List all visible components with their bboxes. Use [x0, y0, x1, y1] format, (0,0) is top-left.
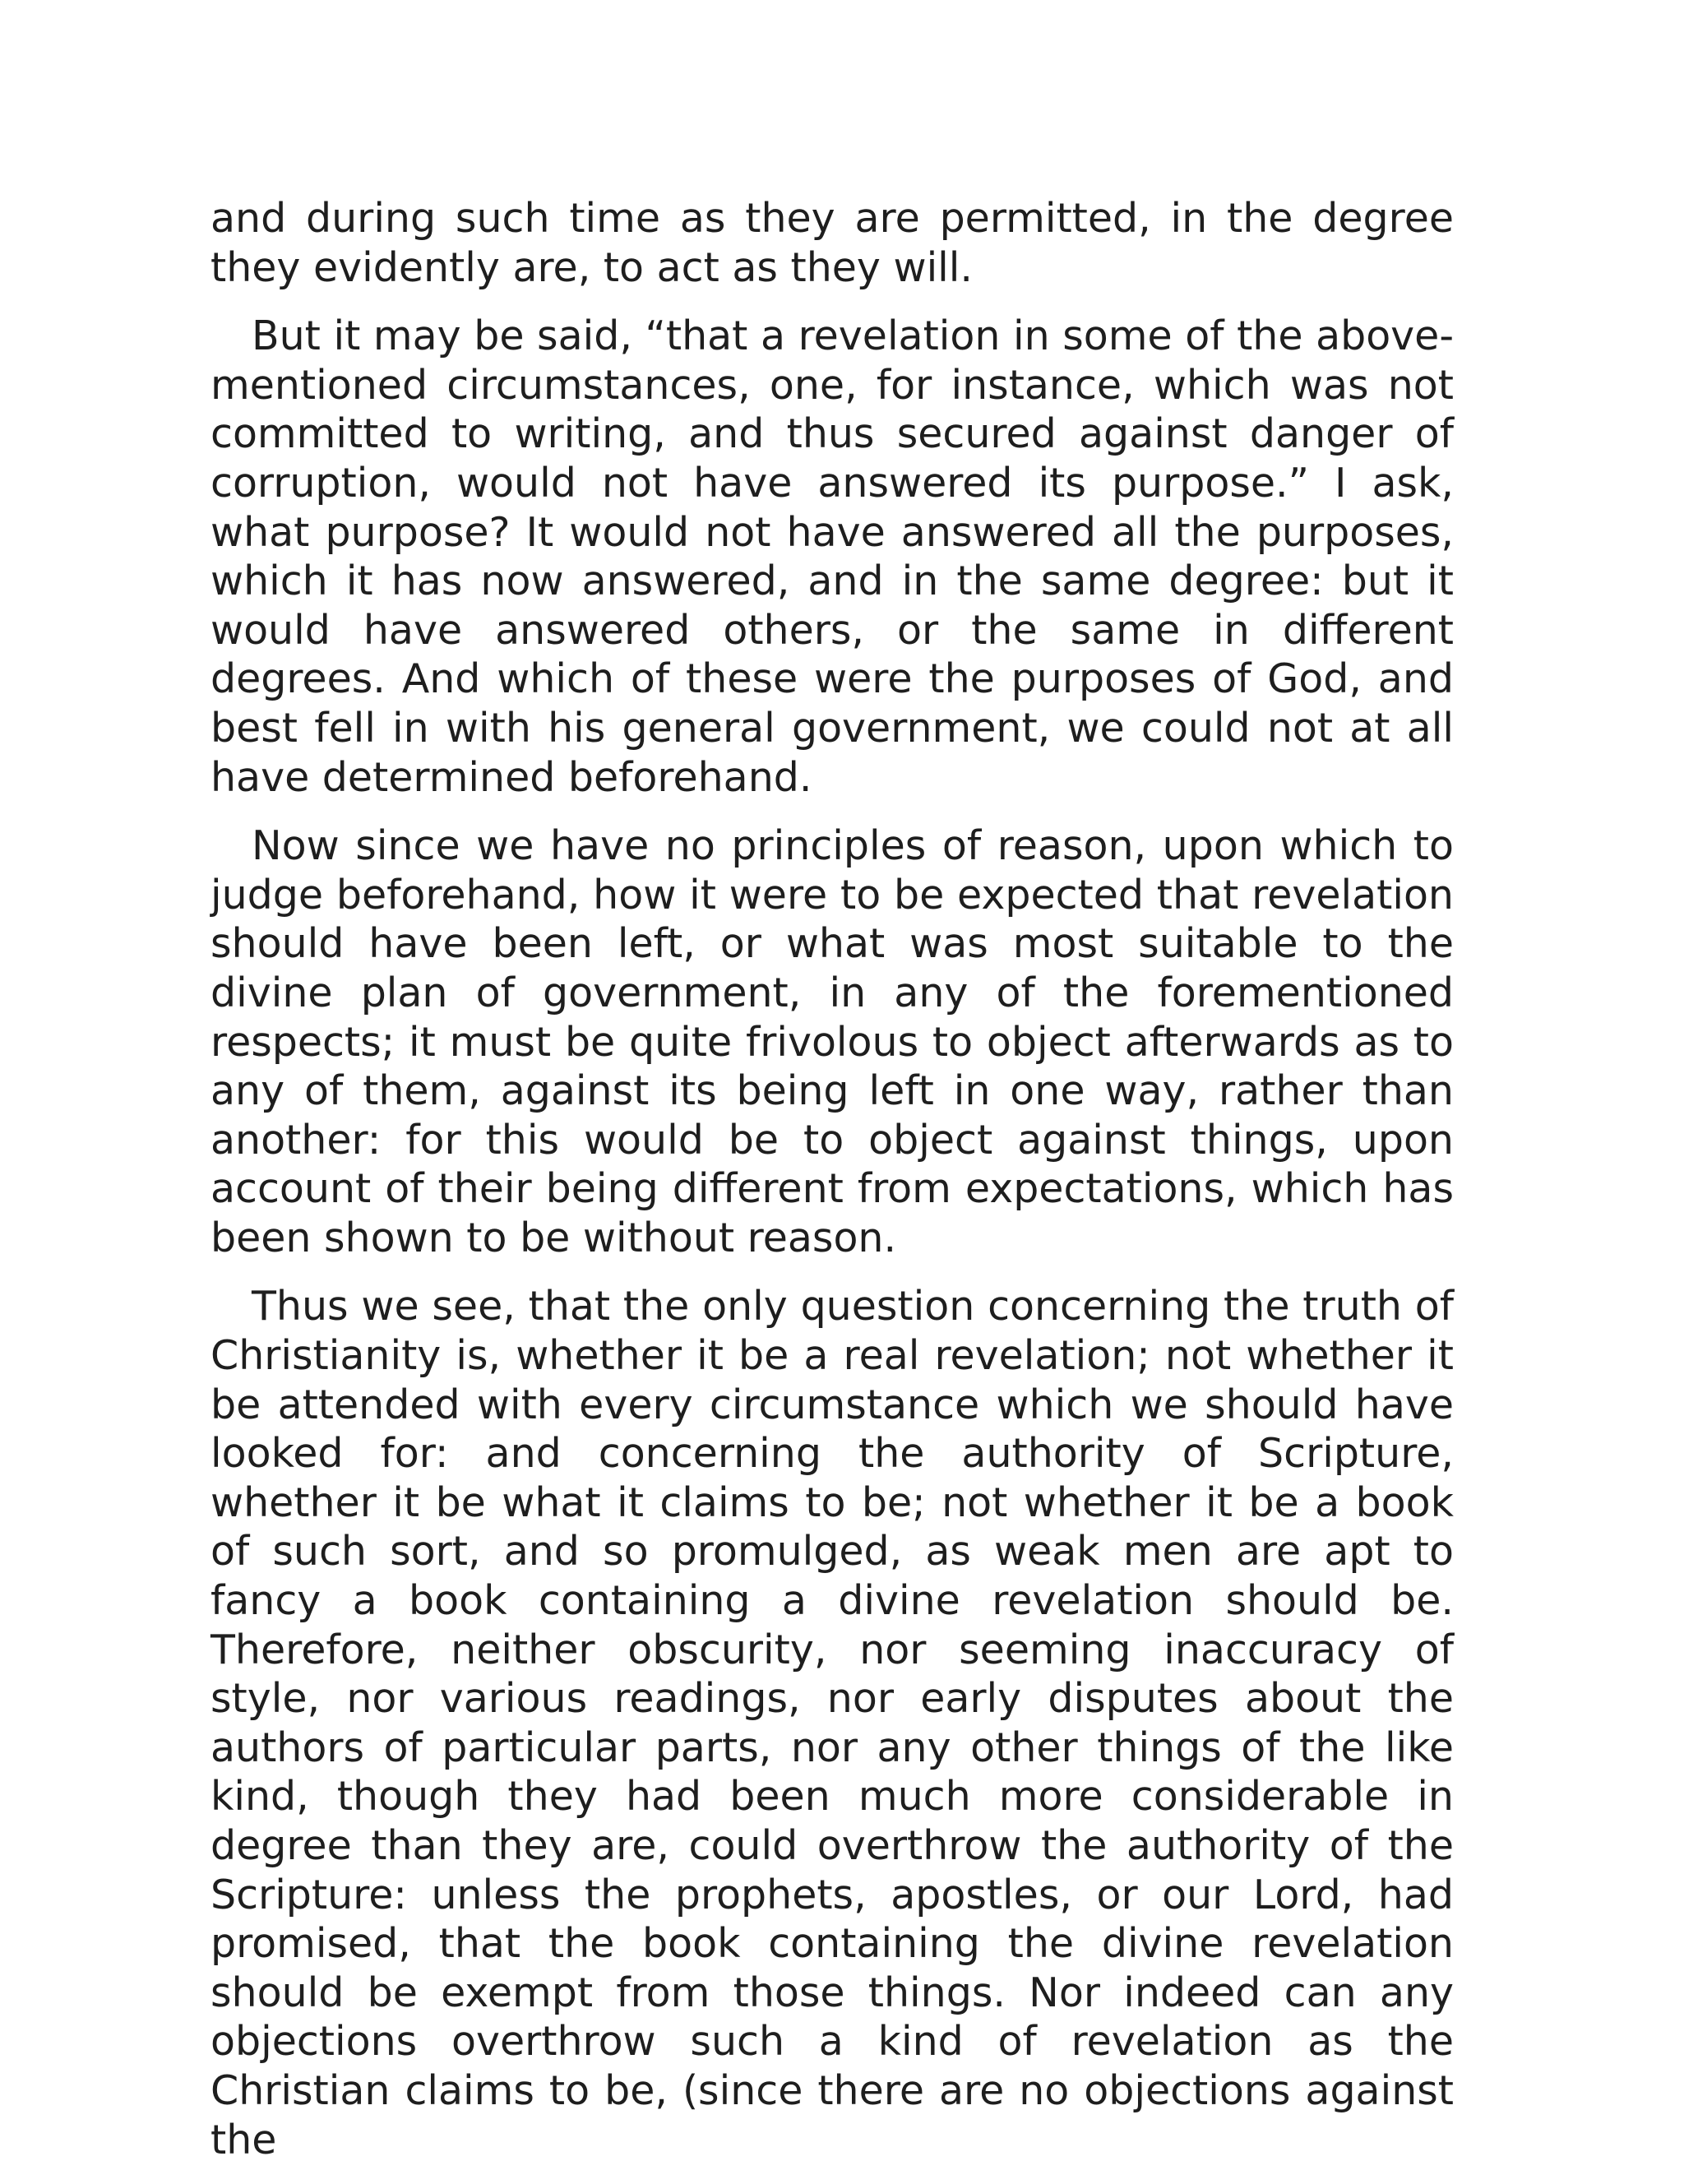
document-page [210, 194, 1454, 2184]
paragraph-continuation: and during such time as they are permitted, in the degree they evidently are, to act as they will. [210, 195, 1454, 291]
paragraph-revelation-purpose: But it may be said, “that a revelation in some of the above-mentioned circumstances, one, for instance, which was not committed to writing, and thus secured against danger of corruption, would not have answered its purpose.” I ask, what purpose? It would not have answered all the purposes, which it has now answered, and in the same degree: but it would have answered others, or the same in different degrees. And which of these were the purposes of God, and best fell in with his general government, we could not at all have determined beforehand. [210, 312, 1454, 801]
paragraph-truth-of-christianity: Thus we see, that the only question concerning the truth of Christianity is, whether it be a real revelation; not whether it be attended with every circumstance which we should have looked for: and concerning the authority of Scripture, whether it be what it claims to be; not whether it be a book of such sort, and so promulged, as weak men are apt to fancy a book containing a divine revelation should be. Therefore, neither obscurity, nor seeming inaccuracy of style, nor various readings, nor early disputes about the authors of particular parts, nor any other things of the like kind, though they had been much more considerable in degree than they are, could overthrow the authority of the Scripture: unless the prophets, apostles, or our Lord, had promised, that the book containing the divine revelation should be exempt from those things. Nor indeed can any objections overthrow such a kind of revelation as the Christian claims to be, (since there are no objections against the [210, 1283, 1454, 2163]
paragraph-principles-of-reason: Now since we have no principles of reason, upon which to judge beforehand, how it were to be expected that revelation should have been left, or what was most suitable to the divine plan of government, in any of the forementioned respects; it must be quite frivolous to object afterwards as to any of them, against its being left in one way, rather than another: for this would be to object against things, upon account of their being different from expectations, which has been shown to be without reason. [210, 822, 1454, 1261]
